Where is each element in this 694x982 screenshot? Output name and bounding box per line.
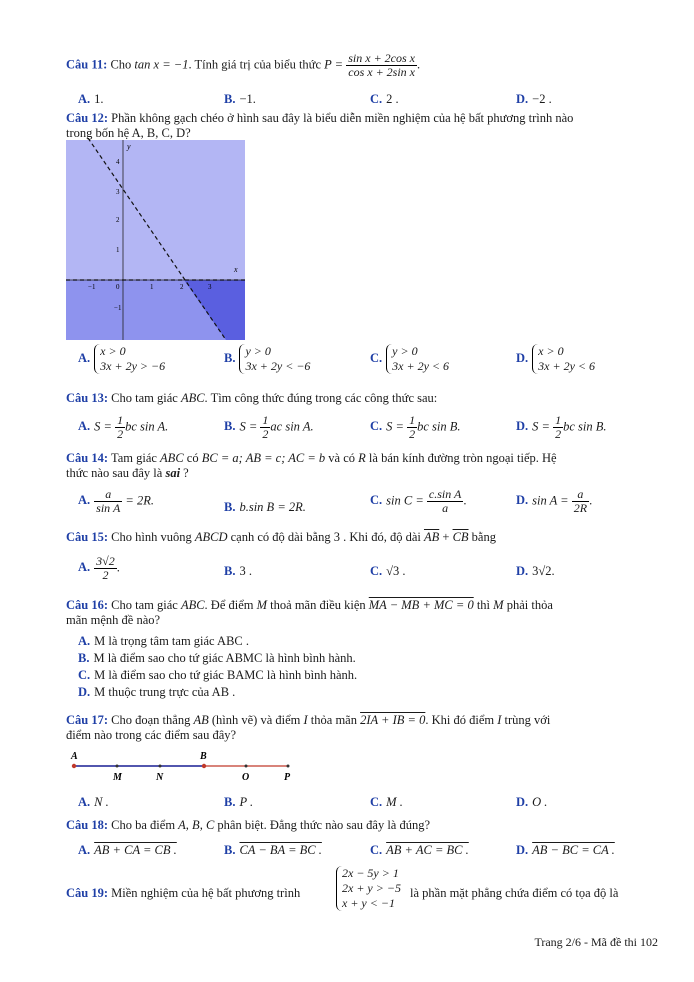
fraction-num: 1 [117,413,124,427]
system-line: y > 0 [392,344,418,358]
system-line: x > 0 [100,344,126,358]
option-lhs: S = [239,419,258,434]
page-footer: Trang 2/6 - Mã đề thi 102 [534,935,658,949]
x-tick: 3 [208,283,212,291]
given-condition: tan x = −1 [134,57,189,72]
option-key: B. [224,419,236,434]
x-axis-label: x [234,265,238,274]
q11-option-c[interactable] [370,92,399,107]
option-value: M là điểm sao cho tứ giác ABMC là hình bình hành. [93,651,356,665]
option-key: B. [224,500,236,514]
option-key: A. [78,560,91,575]
question-text: Cho ba điểm [111,818,176,832]
question-text: cạnh có độ dài bằng 3 . Khi đó, độ dài [230,530,421,544]
triangle-name: ABC [180,391,205,405]
option-value: bc sin B. [563,419,607,434]
option-key: D. [516,795,529,809]
option-value: P . [239,795,254,809]
option-value: 1. [94,92,104,106]
option-value: M là điểm sao cho tứ giác BAMC là hình bình hành. [94,668,358,682]
option-key: A. [78,795,91,809]
question-text: thì [476,598,491,612]
q11-option-d[interactable] [516,92,552,107]
q12-option-c[interactable] [370,344,449,374]
option-key: A. [78,419,91,434]
expression-fraction [346,52,417,79]
option-value: M là trọng tâm tam giác ABC . [94,634,249,648]
q18-option-d[interactable] [516,843,615,858]
vector: $\overline{CB}$ [452,530,469,544]
q12-option-d[interactable] [516,344,595,374]
fraction-den: a [442,501,449,515]
y-tick: 3 [116,188,120,196]
x-tick: 2 [180,283,184,291]
question-14 [66,451,654,481]
option-key: A. [78,350,91,365]
emphasis-word: sai [165,466,181,480]
question-text: Tam giác [110,451,157,465]
option-key: A. [78,493,91,508]
option-lhs: S = [532,419,550,434]
q13-option-d[interactable] [516,414,607,441]
option-fraction [94,488,122,515]
point-name: I [497,713,502,727]
option-value: √3 . [386,564,406,578]
fraction-num: 1 [262,413,269,427]
q14-option-c[interactable]: C. sin C = $\frac{\text{c.sin A}}{a}$ . [370,487,467,515]
option-value: 3√2. [532,564,555,578]
option-key: D. [516,493,529,508]
question-text: Miền nghiệm của hệ bất phương trình [111,886,301,900]
question-text: trùng với [504,713,551,727]
half-fraction [115,414,125,441]
fraction-num: a [572,488,589,502]
q13-option-b[interactable] [224,414,314,441]
inequality-system [532,344,595,374]
option-key: D. [516,350,529,365]
x-tick: −1 [88,283,96,291]
option-key: C. [370,350,383,365]
inequality-system [239,344,310,374]
q18-option-a[interactable] [78,843,177,858]
q18-option-c[interactable] [370,843,469,858]
option-value: 3 . [239,564,252,578]
q15-option-a[interactable]: A. $\frac{3√2}{2}$ . [78,554,120,582]
option-value: = 2R. [125,493,154,508]
point-label: M [113,772,122,783]
q17-option-c[interactable] [370,795,403,810]
option-key: B. [224,350,236,365]
inequality-graph [66,138,246,341]
system-line: 3x + 2y < 6 [538,359,596,373]
question-text: Cho tam giác [111,598,178,612]
fraction-num: sin x + 2cos x [348,51,415,65]
q11-option-b[interactable] [224,92,256,107]
y-tick: 1 [116,246,120,254]
q17-option-d[interactable] [516,795,547,810]
triangle-name: ABC [180,598,205,612]
question-text: Cho [110,57,132,72]
option-value: M thuộc trung trực của AB . [94,685,236,699]
question-text: phải thỏa [506,598,553,612]
system-line: x + y < −1 [342,896,395,910]
question-12 [66,111,654,141]
q17-option-b[interactable] [224,795,253,810]
q15-option-c[interactable] [370,564,406,579]
question-label: Câu 11: [66,57,108,72]
option-key: D. [516,419,529,434]
vector-expression: MA − MB + MC = 0 [368,598,474,612]
option-value: AB − BC = CA . [532,843,615,857]
side-conditions: BC = a; AB = c; AC = b [201,451,326,465]
question-text: . Khi đó điểm [425,713,495,727]
q13-option-a[interactable] [78,414,168,441]
option-key: B. [224,564,236,578]
option-fraction [572,488,589,515]
question-text: là phần mặt phẳng chứa điểm có tọa độ là [410,886,619,900]
system-line: 3x + 2y > −6 [100,359,166,373]
y-tick: 2 [116,216,120,224]
q19-text [410,886,618,901]
option-key: D. [78,685,91,699]
radius-symbol: R [358,451,366,465]
q12-option-a[interactable] [78,344,165,374]
y-tick: 4 [116,158,120,166]
question-18 [66,818,654,833]
segment-name: AB [193,713,209,727]
option-value: bc sin B. [417,419,461,434]
question-19 [66,886,300,901]
operator: + [442,530,450,544]
question-text: (hình vẽ) và điểm [211,713,301,727]
option-key: C. [370,795,383,809]
fraction-den: 2 [409,427,416,441]
system-line: 3x + 2y < 6 [392,359,450,373]
option-value: CA − BA = BC . [239,843,322,857]
inequality-system [94,344,165,374]
option-key: B. [224,843,236,857]
q17-option-a[interactable] [78,795,109,810]
question-text: Phần không gạch chéo ở hình sau đây là biểu diễn miền nghiệm của hệ bất phương trình nào [111,111,574,125]
point-name: M [256,598,268,612]
question-label: Câu 19: [66,886,109,900]
point-label: B [200,751,207,762]
question-15 [66,530,654,545]
fraction-num: 1 [409,413,416,427]
point-names: A, B, C [178,818,215,832]
option-value: N . [94,795,109,809]
question-17 [66,713,654,743]
fraction-num: a [94,488,122,502]
q16-option-d[interactable] [78,685,235,700]
option-value: AB + CA = CB . [94,843,177,857]
option-value: ac sin A. [270,419,314,434]
question-label: Câu 15: [66,530,109,544]
fraction-den: 2 [102,568,109,582]
question-text-line2: mãn mệnh đề nào? [66,613,161,627]
system-line: 2x + y > −5 [342,881,401,895]
option-value: bc sin A. [125,419,169,434]
question-16 [66,598,654,628]
question-label: Câu 14: [66,451,109,465]
question-text: có [186,451,199,465]
point-label: O [242,772,250,783]
expression-lhs: P = [324,57,344,72]
question-text: phân biệt. Đẳng thức nào sau đây là đúng? [217,818,431,832]
triangle-name: ABC [160,451,184,465]
question-text: ? [183,466,189,480]
option-value: AB + AC = BC . [386,843,469,857]
question-label: Câu 12: [66,111,109,125]
q13-option-c[interactable] [370,414,461,441]
option-fraction [427,488,463,515]
x-tick: 0 [116,283,120,291]
fraction-den: 2 [117,427,124,441]
option-value: 2 . [386,92,399,106]
option-fraction [94,555,117,582]
question-text: thoả mãn điều kiện [270,598,366,612]
option-lhs: sin C = [386,493,424,508]
option-key: D. [516,843,529,857]
inequality-system [386,344,449,374]
fraction-num: c.sin A [428,487,462,501]
half-fraction [260,414,270,441]
option-value: O . [532,795,548,809]
option-lhs: sin A = [532,493,569,508]
question-text: và có [328,451,356,465]
fraction-den: sin A [96,501,121,515]
option-value: b.sin B = 2R. [239,500,306,514]
point-label: N [156,772,164,783]
system-line: y > 0 [245,344,271,358]
option-value: −2 . [532,92,552,106]
x-tick: 1 [150,283,154,291]
question-text: bằng [471,530,496,544]
q11-option-a[interactable] [78,92,104,107]
question-label: Câu 18: [66,818,109,832]
vector: $\overline{AB}$ [423,530,440,544]
question-text: Cho tam giác [111,391,178,405]
y-tick: −1 [114,304,122,312]
fraction-num: 3√2 [96,554,115,568]
fraction-den: 2R [573,501,588,515]
question-label: Câu 17: [66,713,109,727]
q18-option-b[interactable] [224,843,322,858]
point-name: I [303,713,308,727]
question-13 [66,391,654,406]
question-text-line2: trong bốn hệ A, B, C, D? [66,126,191,140]
option-key: A. [78,92,91,106]
question-label: Câu 13: [66,391,109,405]
option-key: A. [78,843,91,857]
question-text: . Tính giá trị của biểu thức [188,57,322,72]
point-name: M [493,598,504,612]
point-label: P [284,772,291,783]
vector-expression: 2IA + IB = 0 [360,713,426,727]
q12-option-b[interactable] [224,344,310,374]
segment-diagram [66,748,306,784]
question-text-line2: điểm nào trong các điểm sau đây? [66,728,237,742]
y-axis-label: y [127,142,131,151]
option-key: C. [370,564,383,578]
half-fraction [407,414,417,441]
fraction-num: 1 [555,413,562,427]
fraction-den: 2 [262,427,269,441]
q15-option-d[interactable] [516,564,555,579]
q14-option-d[interactable]: D. sin A = $\frac{a}{2R}$ . [516,487,593,515]
q16-option-a[interactable] [78,634,249,649]
system-line: 3x + 2y < −6 [245,359,311,373]
square-name: ABCD [194,530,228,544]
inequality-system [336,866,401,911]
question-text: . Tìm công thức đúng trong các công thức sau: [204,391,438,405]
question-text: thỏa mãn [310,713,357,727]
question-label: Câu 16: [66,598,109,612]
option-key: B. [224,92,236,106]
option-key: C. [370,843,383,857]
q19-system [336,866,401,911]
option-lhs: S = [386,419,404,434]
option-key: A. [78,634,91,648]
option-key: B. [224,795,236,809]
system-line: 2x − 5y > 1 [342,866,399,880]
option-key: C. [370,493,383,508]
option-lhs: S = [94,419,112,434]
system-line: x > 0 [538,344,564,358]
q14-option-b[interactable] [224,500,306,515]
fraction-den: 2 [555,427,562,441]
q14-option-a[interactable] [78,488,154,515]
question-text: Cho hình vuông [111,530,192,544]
q15-option-b[interactable] [224,564,252,579]
question-text: là bán kính đường tròn ngoại tiếp. Hệ [368,451,557,465]
question-text: Cho đoạn thẳng [111,713,191,727]
option-key: C. [78,668,91,682]
point-label: A [71,751,78,762]
question-text: . Để điểm [204,598,254,612]
q16-option-b[interactable] [78,651,356,666]
option-value: −1. [239,92,256,106]
question-text-line2: thức nào sau đây là [66,466,163,480]
option-key: B. [78,651,90,665]
option-key: D. [516,564,529,578]
option-value: M . [386,795,403,809]
option-key: D. [516,92,529,106]
q16-option-c[interactable] [78,668,357,683]
fraction-den: cos x + 2sin x [348,65,415,79]
half-fraction [553,414,563,441]
option-key: C. [370,92,383,106]
question-11: Câu 11: Cho tan x = −1. Tính giá trị của biểu thức P = $\frac{\text{sin x + 2cos x}}{\text{cos x + 2sin x}}$ . [66,51,421,79]
option-key: C. [370,419,383,434]
